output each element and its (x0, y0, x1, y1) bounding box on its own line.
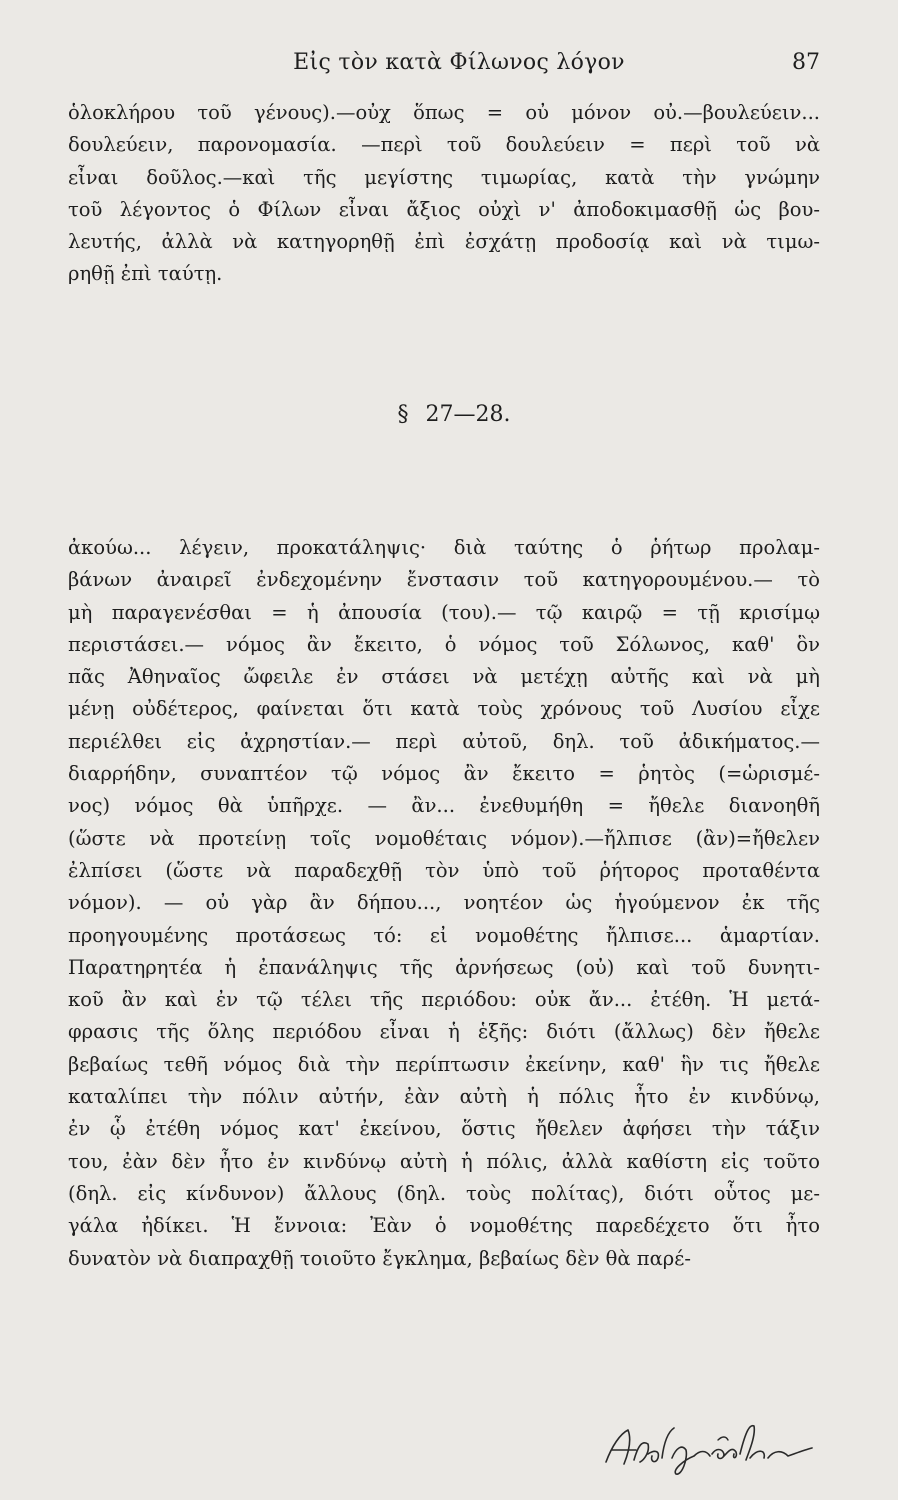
text-line: κοῦ ἂν καὶ ἐν τῷ τέλει τῆς περιόδου: οὐκ ἄν... ἐτέθη. Ἡ μετά- (68, 988, 820, 1012)
text-line: ἐλπίσει (ὥστε νὰ παραδεχθῇ τὸν ὑπὸ τοῦ ῥήτορος προταθέντα (68, 858, 820, 882)
text-line: βάνων ἀναιρεῖ ἐνδεχομένην ἔνστασιν τοῦ κατηγορουμένου.— τὸ (68, 568, 820, 592)
text-line: (ὥστε νὰ προτείνῃ τοῖς νομοθέταις νόμον).—ἤλπισε (ἂν)=ἤθελεν (68, 826, 820, 850)
text-line: ἀκούω... λέγειν, προκατάληψις· διὰ ταύτης ὁ ῥήτωρ προλαμ- (68, 536, 820, 559)
text-line: ὁλοκλήρου τοῦ γένους).—οὐχ ὅπως = οὐ μόνον οὐ.—βουλεύειν... (68, 101, 820, 124)
section-symbol: § (397, 402, 409, 427)
text-line: πᾶς Ἀθηναῖος ὤφειλε ἐν στάσει νὰ μετέχῃ αὐτῆς καὶ νὰ μὴ (68, 665, 820, 689)
text-line: ἐν ᾧ ἐτέθη νόμος κατ' ἐκείνου, ὅστις ἤθελεν ἀφήσει τὴν τάξιν (68, 1117, 820, 1141)
page-number: 87 (792, 50, 820, 75)
text-line: μὴ παραγενέσθαι = ἡ ἀπουσία (του).— τῷ καιρῷ = τῇ κρισίμῳ (68, 600, 820, 624)
text-line: διαρρήδην, συναπτέον τῷ νόμος ἂν ἔκειτο = ῥητὸς (=ὡρισμέ- (68, 762, 820, 786)
text-line: του, ἐὰν δὲν ἦτο ἐν κινδύνῳ αὐτὴ ἡ πόλις, ἀλλὰ καθίστη εἰς τοῦτο (68, 1149, 820, 1173)
text-line: ρηθῇ ἐπὶ ταύτῃ. (68, 262, 223, 286)
section-heading (0, 402, 898, 427)
text-line: προηγουμένης προτάσεως τό: εἰ νομοθέτης ἤλπισε... ἁμαρτίαν. (68, 923, 820, 947)
text-line: βεβαίως τεθῆ νόμος διὰ τὴν περίπτωσιν ἐκείνην, καθ' ἣν τις ἤθελε (68, 1052, 820, 1076)
commentary-paragraph-2 (68, 532, 820, 1275)
handwritten-signature (598, 1410, 828, 1480)
text-line: Παρατηρητέα ἡ ἐπανάληψις τῆς ἀρνήσεως (οὐ) καὶ τοῦ δυνητι- (68, 955, 820, 979)
text-line: τοῦ λέγοντος ὁ Φίλων εἶναι ἄξιος οὐχὶ ν' ἀποδοκιμασθῇ ὡς βου- (68, 197, 820, 221)
text-line: δυνατὸν νὰ διαπραχθῇ τοιοῦτο ἔγκλημα, βεβαίως δὲν θὰ παρέ- (68, 1246, 691, 1270)
text-line: φρασις τῆς ὅλης περιόδου εἶναι ἡ ἑξῆς: διότι (ἄλλως) δὲν ἤθελε (68, 1020, 820, 1044)
section-title: 27—28. (425, 402, 511, 427)
text-line: περιστάσει.— νόμος ἂν ἔκειτο, ὁ νόμος τοῦ Σόλωνος, καθ' ὃν (68, 632, 820, 656)
text-line: λευτής, ἀλλὰ νὰ κατηγορηθῇ ἐπὶ ἐσχάτῃ προδοσίᾳ καὶ νὰ τιμω- (68, 230, 820, 254)
text-line: περιέλθει εἰς ἀχρηστίαν.— περὶ αὐτοῦ, δηλ. τοῦ ἀδικήματος.— (68, 729, 820, 753)
page-header (68, 50, 820, 84)
text-line: καταλίπει τὴν πόλιν αὐτήν, ἐὰν αὐτὴ ἡ πόλις ἦτο ἐν κινδύνῳ, (68, 1085, 820, 1109)
commentary-paragraph-1 (68, 97, 820, 291)
text-line: μένῃ οὐδέτερος, φαίνεται ὅτι κατὰ τοὺς χρόνους τοῦ Λυσίου εἶχε (68, 697, 820, 721)
running-title: Εἰς τὸν κατὰ Φίλωνος λόγον (293, 50, 625, 75)
text-line: νόμον). — οὐ γὰρ ἂν δήπου..., νοητέον ὡς ἡγούμενον ἐκ τῆς (68, 891, 820, 915)
text-line: γάλα ἠδίκει. Ἡ ἔννοια: Ἐὰν ὁ νομοθέτης παρεδέχετο ὅτι ἦτο (68, 1214, 820, 1238)
text-line: νος) νόμος θὰ ὑπῆρχε. — ἂν... ἐνεθυμήθη = ἤθελε διανοηθῆ (68, 794, 820, 818)
text-line: εἶναι δοῦλος.—καὶ τῆς μεγίστης τιμωρίας, κατὰ τὴν γνώμην (68, 165, 820, 189)
text-line: δουλεύειν, παρονομασία. —περὶ τοῦ δουλεύειν = περὶ τοῦ νὰ (68, 133, 820, 157)
text-line: (δηλ. εἰς κίνδυνον) ἄλλους (δηλ. τοὺς πολίτας), διότι οὗτος με- (68, 1181, 820, 1205)
